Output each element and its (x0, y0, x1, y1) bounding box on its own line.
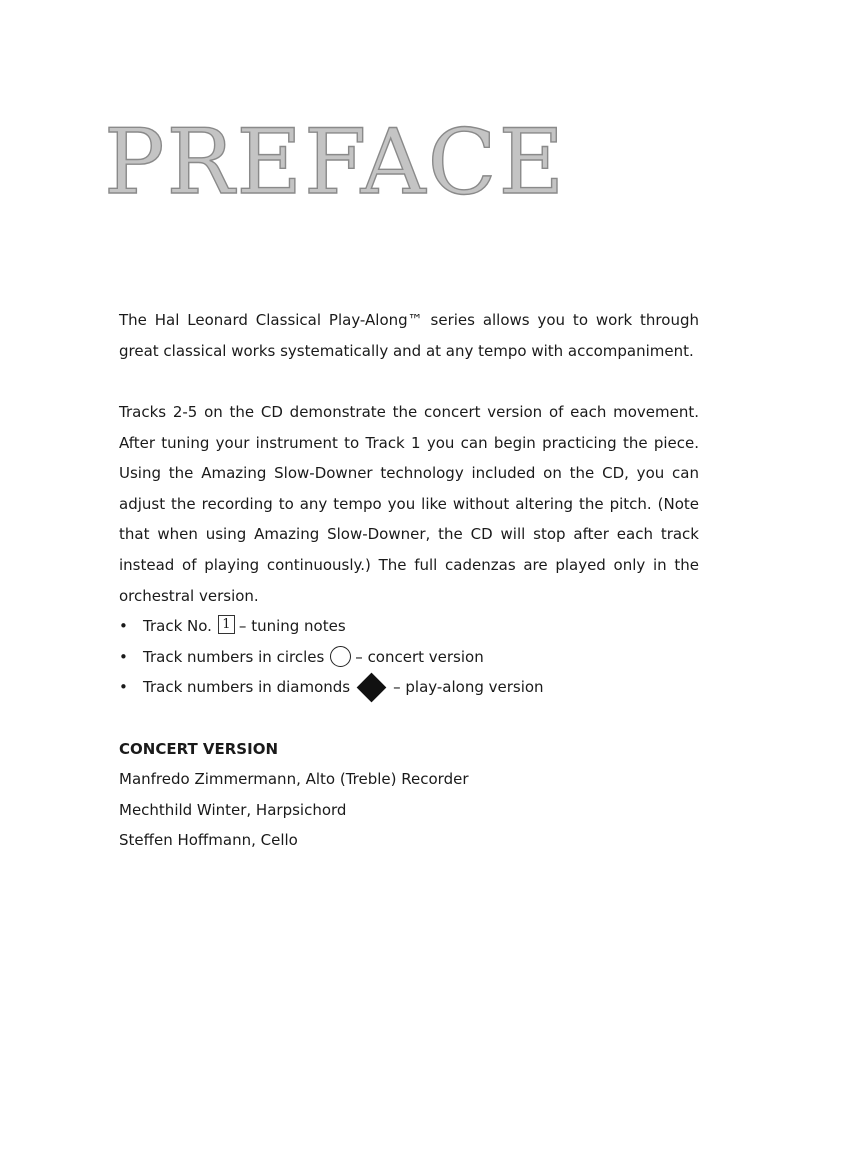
playalong-suffix: – play-along version (393, 678, 544, 697)
bullet-marker: • (119, 617, 128, 635)
credits-list (119, 764, 469, 856)
tuning-suffix: – tuning notes (238, 617, 346, 635)
tuning-label: Track No. (143, 617, 212, 635)
track-box-icon: 1 (218, 615, 235, 634)
list-item (119, 642, 544, 673)
credit-line: Mechthild Winter, Harpsichord (119, 800, 347, 819)
concert-version-heading: CONCERT VERSION (119, 740, 278, 758)
bullet-marker: • (119, 647, 128, 666)
credit-line: Manfredo Zimmermann, Alto (Treble) Recorder (119, 770, 469, 788)
list-item (119, 672, 544, 703)
bullet-marker: • (119, 678, 128, 697)
tracks-paragraph: Tracks 2-5 on the CD demonstrate the concert version of each movement. After tuning your instrument to Track 1 you can begin practicing the piece. Using the Amazing Slow-Downer technology included on the CD, you can adjust the recording to any tempo you like without altering the pitch. (Note that when using Amazing Slow-Downer, the CD will stop after each track instead of playing continuously.) The full cadenzas are played only in the orchestral version. (119, 403, 699, 605)
intro-paragraph: The Hal Leonard Classical Play-Along™ series allows you to work through great classical works systematically and at any tempo with accompaniment. (119, 311, 699, 360)
diamond-icon (357, 673, 387, 703)
circle-icon (330, 646, 351, 667)
page-title: PREFACE (104, 110, 567, 215)
concert-suffix: – concert version (355, 647, 484, 666)
list-item (119, 611, 544, 642)
credit-line: Steffen Hoffmann, Cello (119, 831, 298, 850)
concert-label: Track numbers in circles (143, 647, 325, 666)
playalong-label: Track numbers in diamonds (143, 678, 351, 697)
legend-list (119, 611, 544, 703)
